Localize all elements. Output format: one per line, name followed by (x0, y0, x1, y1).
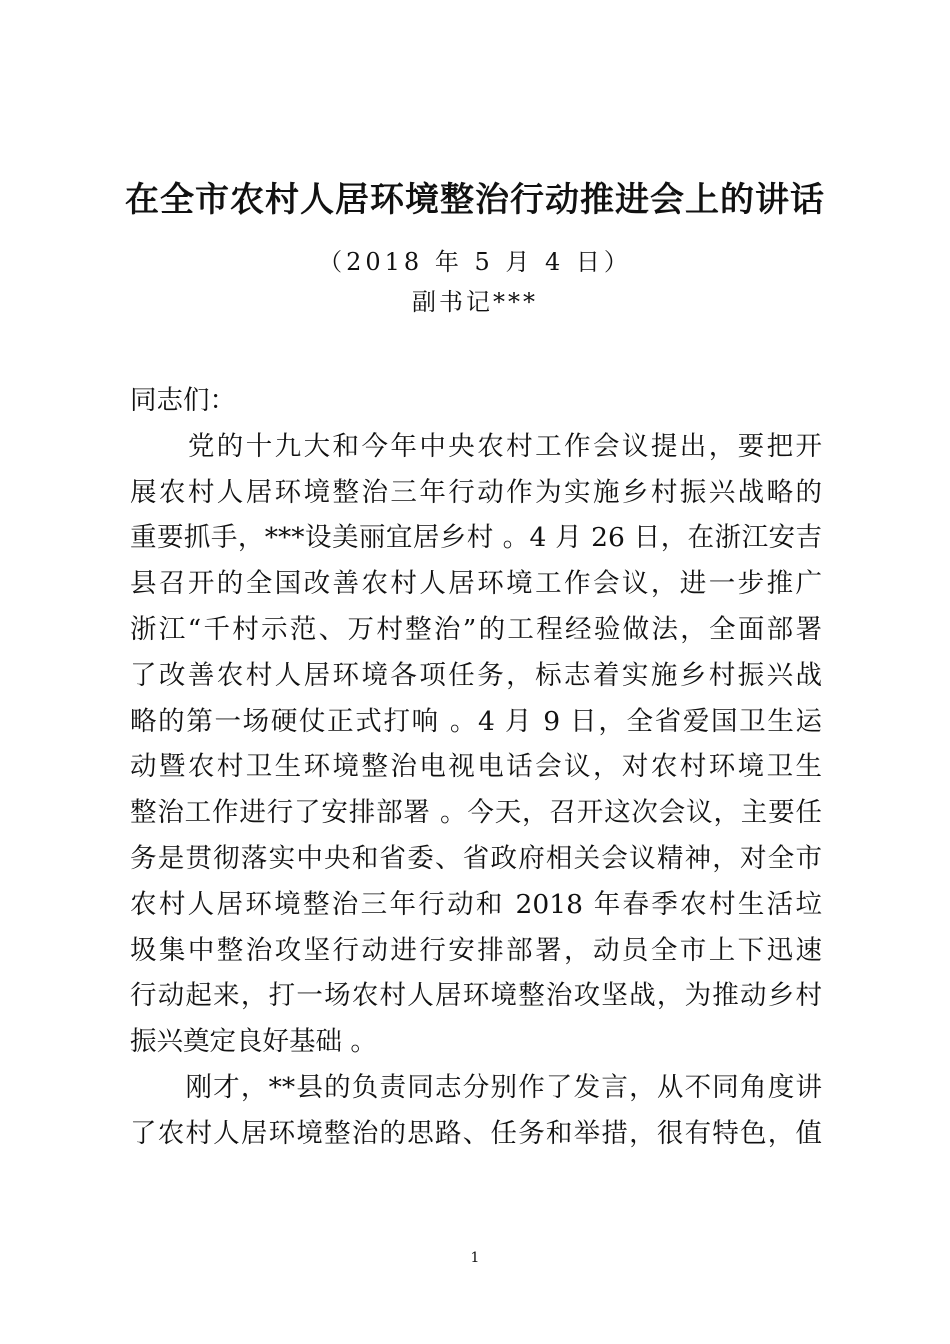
document-author: 副书记*** (412, 288, 538, 316)
document-body (130, 378, 822, 1157)
paragraph-line: 展农村人居环境整治三年行动作为实施乡村振兴战略的 (130, 476, 822, 508)
paragraph-line: 了农村人居环境整治的思路、任务和举措，很有特色，值 (130, 1117, 822, 1149)
document-date: （2018 年 5 月 4 日） (318, 248, 632, 276)
paragraph-line: 圾集中整治攻坚行动进行安排部署，动员全市上下迅速 (130, 934, 822, 966)
page-number: 1 (470, 1250, 480, 1266)
paragraph-line: 略的第一场硬仗正式打响 。4 月 9 日，全省爱国卫生运 (130, 705, 822, 737)
paragraph-line: 党的十九大和今年中央农村工作会议提出，要把开 (130, 430, 822, 462)
paragraph-line: 了改善农村人居环境各项任务，标志着实施乡村振兴战 (130, 659, 822, 691)
paragraph-line: 行动起来，打一场农村人居环境整治攻坚战，为推动乡村 (130, 980, 822, 1012)
paragraph-line: 浙江“千村示范、万村整治”的工程经验做法，全面部署 (130, 613, 822, 645)
paragraph-line: 务是贯彻落实中央和省委、省政府相关会议精神，对全市 (130, 842, 822, 874)
paragraph-line: 农村人居环境整治三年行动和 2018 年春季农村生活垃 (130, 888, 822, 920)
paragraph-line: 动暨农村卫生环境整治电视电话会议，对农村环境卫生 (130, 751, 822, 783)
paragraph-line: 刚才，**县的负责同志分别作了发言，从不同角度讲 (130, 1071, 822, 1103)
paragraph-line: 整治工作进行了安排部署 。今天，召开这次会议，主要任 (130, 797, 822, 829)
salutation: 同志们： (130, 385, 236, 416)
paragraph-2 (130, 1065, 822, 1157)
paragraph-line: 重要抓手，***设美丽宜居乡村 。4 月 26 日，在浙江安吉 (130, 522, 822, 554)
paragraph-line: 振兴奠定良好基础 。 (130, 1026, 377, 1058)
paragraph-line: 县召开的全国改善农村人居环境工作会议，进一步推广 (130, 568, 822, 600)
paragraph-1 (130, 424, 822, 1065)
document-title: 在全市农村人居环境整治行动推进会上的讲话 (125, 180, 825, 220)
